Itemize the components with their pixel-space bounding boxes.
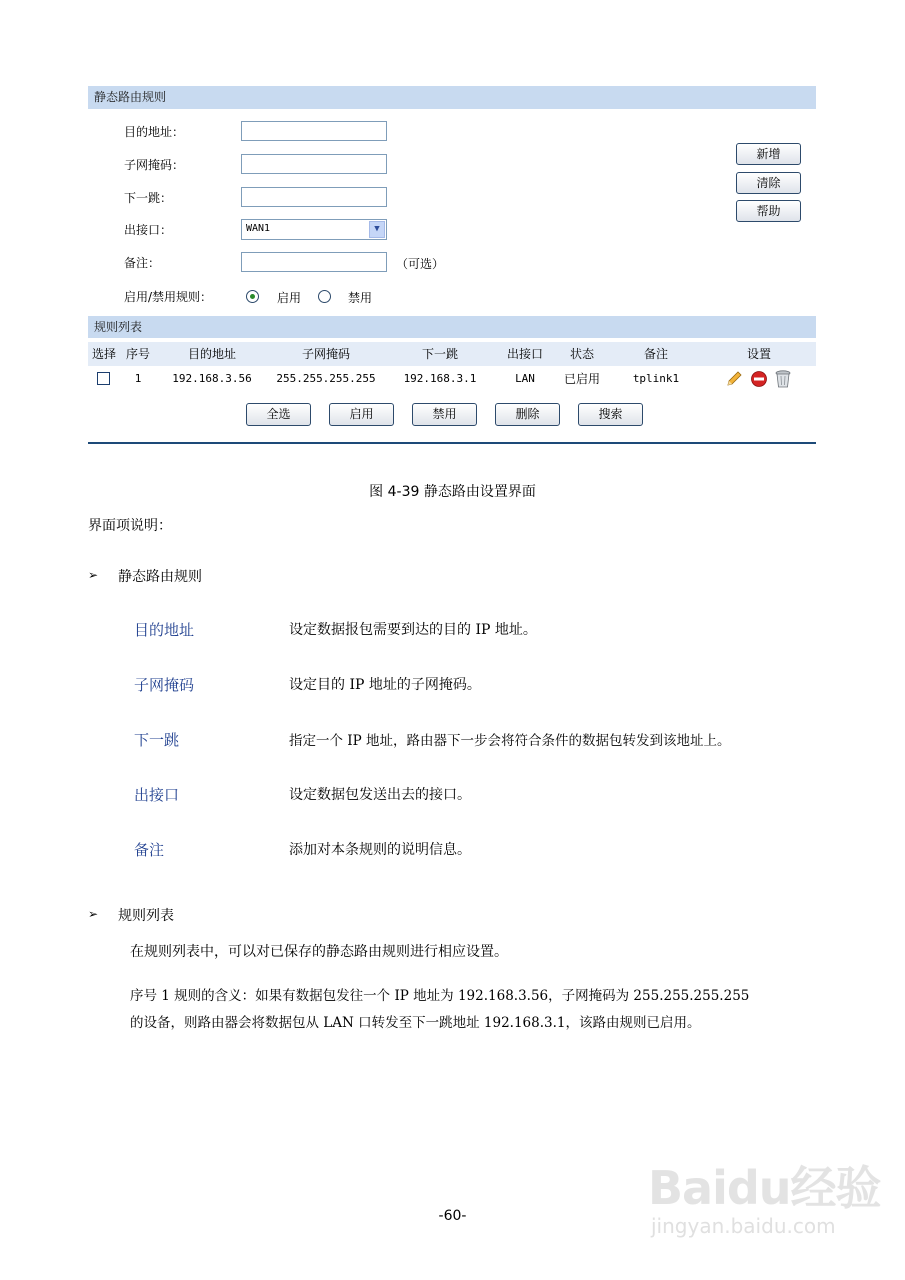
- intro-text: 界面项说明：: [88, 518, 172, 534]
- edit-pencil-icon[interactable]: [725, 370, 743, 388]
- dropdown-arrow-icon[interactable]: ▼: [369, 221, 385, 238]
- desc-iface: 设定数据包发送出去的接口。: [289, 787, 471, 803]
- subnet-mask-input[interactable]: [241, 154, 387, 174]
- next-hop-input[interactable]: [241, 187, 387, 207]
- col-status: 状态: [569, 347, 594, 361]
- desc-nexthop: 指定一个 IP 地址，路由器下一步会将符合条件的数据包转发到该地址上。: [289, 733, 731, 749]
- figure-caption: 图 4-39 静态路由设置界面: [369, 484, 536, 500]
- paragraph-2-line-2: 的设备，则路由器会将数据包从 LAN 口转发至下一跳地址 192.168.3.1，该路由规则已启用。: [130, 1015, 701, 1031]
- search-button[interactable]: 搜索: [578, 403, 643, 426]
- disable-button[interactable]: 禁用: [412, 403, 477, 426]
- interface-select[interactable]: [241, 219, 387, 240]
- desc-dest: 设定数据报包需要到达的目的 IP 地址。: [289, 622, 537, 638]
- desc-mask: 设定目的 IP 地址的子网掩码。: [289, 677, 481, 693]
- rule-list-section-title: 规则列表: [88, 316, 816, 338]
- term-note: 备注: [134, 841, 165, 859]
- col-note: 备注: [643, 347, 668, 361]
- term-dest: 目的地址: [134, 621, 195, 639]
- note-label: 备注：: [124, 256, 161, 270]
- bullet-icon: ➢: [88, 568, 99, 582]
- row-index: 1: [134, 372, 142, 385]
- desc-note: 添加对本条规则的说明信息。: [289, 842, 471, 858]
- note-optional-hint: （可选）: [396, 257, 445, 271]
- row-iface: LAN: [515, 372, 535, 385]
- delete-button[interactable]: 删除: [495, 403, 560, 426]
- help-button[interactable]: 帮助: [736, 200, 801, 222]
- enable-radio-label: 启用: [277, 291, 302, 305]
- baidu-watermark-url: jingyan.baidu.com: [651, 1214, 836, 1238]
- row-nexthop: 192.168.3.1: [403, 372, 477, 385]
- static-route-section-title: 静态路由规则: [88, 86, 816, 109]
- col-iface: 出接口: [506, 347, 543, 361]
- subnet-mask-label: 子网掩码：: [124, 158, 185, 172]
- row-status: 已启用: [563, 372, 600, 386]
- page-number: -60-: [438, 1208, 467, 1224]
- dest-address-label: 目的地址：: [124, 125, 185, 139]
- bullet-icon: ➢: [88, 907, 99, 921]
- section1-title: 静态路由规则: [118, 569, 202, 585]
- col-nexthop: 下一跳: [421, 347, 458, 361]
- enable-rule-label: 启用/禁用规则：: [124, 290, 213, 304]
- add-button[interactable]: 新增: [736, 143, 801, 165]
- term-nexthop: 下一跳: [134, 731, 180, 749]
- term-mask: 子网掩码: [134, 676, 195, 694]
- next-hop-label: 下一跳：: [124, 191, 173, 205]
- radio-selected-dot: [250, 294, 255, 299]
- row-select-checkbox[interactable]: [97, 372, 110, 385]
- row-mask: 255.255.255.255: [276, 372, 376, 385]
- col-dest: 目的地址: [187, 347, 236, 361]
- interface-select-value: WAN1: [246, 223, 271, 234]
- disable-radio[interactable]: [318, 290, 331, 303]
- paragraph-2-line-1: 序号 1 规则的含义：如果有数据包发往一个 IP 地址为 192.168.3.56，子网掩码为 255.255.255.255: [130, 988, 750, 1004]
- panel-bottom-divider: [88, 442, 816, 444]
- section2-title: 规则列表: [118, 908, 174, 924]
- clear-button[interactable]: 清除: [736, 172, 801, 194]
- paragraph-1: 在规则列表中，可以对已保存的静态路由规则进行相应设置。: [130, 944, 508, 960]
- select-all-button[interactable]: 全选: [246, 403, 311, 426]
- note-input[interactable]: [241, 252, 387, 272]
- delete-trash-icon[interactable]: [774, 369, 792, 389]
- col-mask: 子网掩码: [301, 347, 350, 361]
- disable-radio-label: 禁用: [348, 291, 373, 305]
- row-dest: 192.168.3.56: [172, 372, 252, 385]
- disable-stop-icon[interactable]: [750, 370, 768, 388]
- col-index: 序号: [125, 347, 150, 361]
- enable-radio[interactable]: [246, 290, 259, 303]
- term-iface: 出接口: [134, 786, 180, 804]
- dest-address-input[interactable]: [241, 121, 387, 141]
- baidu-watermark-logo: Baidu经验: [648, 1161, 881, 1215]
- col-settings: 设置: [746, 347, 771, 361]
- enable-button[interactable]: 启用: [329, 403, 394, 426]
- table-header-row: [88, 342, 816, 366]
- interface-label: 出接口：: [124, 223, 173, 237]
- row-note: tplink1: [632, 372, 680, 385]
- col-select: 选择: [91, 347, 116, 361]
